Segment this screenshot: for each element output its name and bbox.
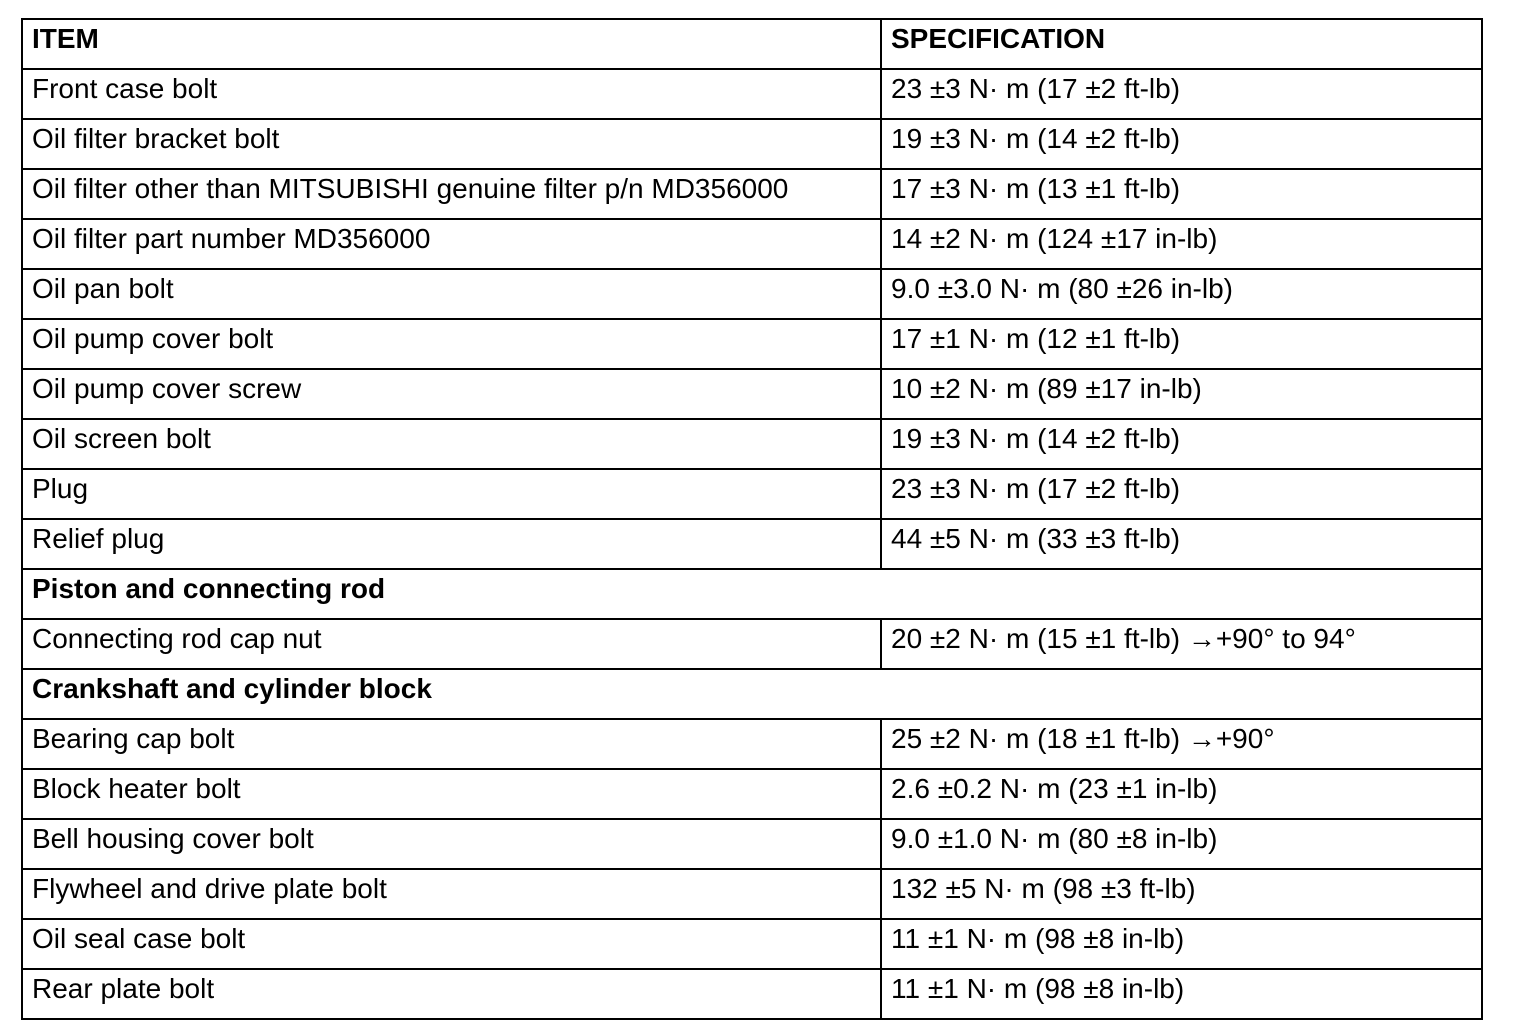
item-cell: Bell housing cover bolt (22, 819, 881, 869)
header-item: ITEM (22, 19, 881, 69)
spec-cell: 20 ±2 N· m (15 ±1 ft-lb) →+90° to 94° (881, 619, 1482, 669)
spec-cell: 2.6 ±0.2 N· m (23 ±1 in-lb) (881, 769, 1482, 819)
table-row (22, 469, 1482, 519)
header-specification: SPECIFICATION (881, 19, 1482, 69)
item-cell: Oil pan bolt (22, 269, 881, 319)
table-row (22, 919, 1482, 969)
table-row (22, 769, 1482, 819)
item-cell: Oil filter part number MD356000 (22, 219, 881, 269)
table-row (22, 619, 1482, 669)
spec-cell: 10 ±2 N· m (89 ±17 in-lb) (881, 369, 1482, 419)
item-cell: Oil filter other than MITSUBISHI genuine filter p/n MD356000 (22, 169, 881, 219)
table-row (22, 319, 1482, 369)
spec-cell: 19 ±3 N· m (14 ±2 ft-lb) (881, 419, 1482, 469)
table-row (22, 169, 1482, 219)
table-header-row (22, 19, 1482, 69)
spec-cell: 23 ±3 N· m (17 ±2 ft-lb) (881, 69, 1482, 119)
section-heading-row (22, 669, 1482, 719)
table-row (22, 969, 1482, 1019)
item-cell: Front case bolt (22, 69, 881, 119)
item-cell: Rear plate bolt (22, 969, 881, 1019)
spec-cell: 23 ±3 N· m (17 ±2 ft-lb) (881, 469, 1482, 519)
spec-cell: 17 ±3 N· m (13 ±1 ft-lb) (881, 169, 1482, 219)
spec-cell: 14 ±2 N· m (124 ±17 in-lb) (881, 219, 1482, 269)
spec-cell: 132 ±5 N· m (98 ±3 ft-lb) (881, 869, 1482, 919)
spec-cell: 25 ±2 N· m (18 ±1 ft-lb) →+90° (881, 719, 1482, 769)
item-cell: Plug (22, 469, 881, 519)
section-heading-piston: Piston and connecting rod (22, 569, 1482, 619)
table-row (22, 819, 1482, 869)
item-cell: Oil seal case bolt (22, 919, 881, 969)
table-row (22, 869, 1482, 919)
spec-cell: 44 ±5 N· m (33 ±3 ft-lb) (881, 519, 1482, 569)
item-cell: Oil screen bolt (22, 419, 881, 469)
section-heading-row (22, 569, 1482, 619)
table-row (22, 369, 1482, 419)
item-cell: Oil filter bracket bolt (22, 119, 881, 169)
table-row (22, 719, 1482, 769)
spec-cell: 9.0 ±3.0 N· m (80 ±26 in-lb) (881, 269, 1482, 319)
section-heading-crankshaft: Crankshaft and cylinder block (22, 669, 1482, 719)
torque-spec-table (21, 18, 1483, 1020)
item-cell: Connecting rod cap nut (22, 619, 881, 669)
spec-cell: 11 ±1 N· m (98 ±8 in-lb) (881, 969, 1482, 1019)
spec-cell: 11 ±1 N· m (98 ±8 in-lb) (881, 919, 1482, 969)
table-row (22, 69, 1482, 119)
item-cell: Oil pump cover bolt (22, 319, 881, 369)
table-row (22, 519, 1482, 569)
spec-cell: 19 ±3 N· m (14 ±2 ft-lb) (881, 119, 1482, 169)
item-cell: Block heater bolt (22, 769, 881, 819)
table-row (22, 219, 1482, 269)
table-row (22, 119, 1482, 169)
item-cell: Bearing cap bolt (22, 719, 881, 769)
spec-cell: 17 ±1 N· m (12 ±1 ft-lb) (881, 319, 1482, 369)
item-cell: Oil pump cover screw (22, 369, 881, 419)
table-row (22, 419, 1482, 469)
spec-cell: 9.0 ±1.0 N· m (80 ±8 in-lb) (881, 819, 1482, 869)
item-cell: Flywheel and drive plate bolt (22, 869, 881, 919)
item-cell: Relief plug (22, 519, 881, 569)
table-row (22, 269, 1482, 319)
